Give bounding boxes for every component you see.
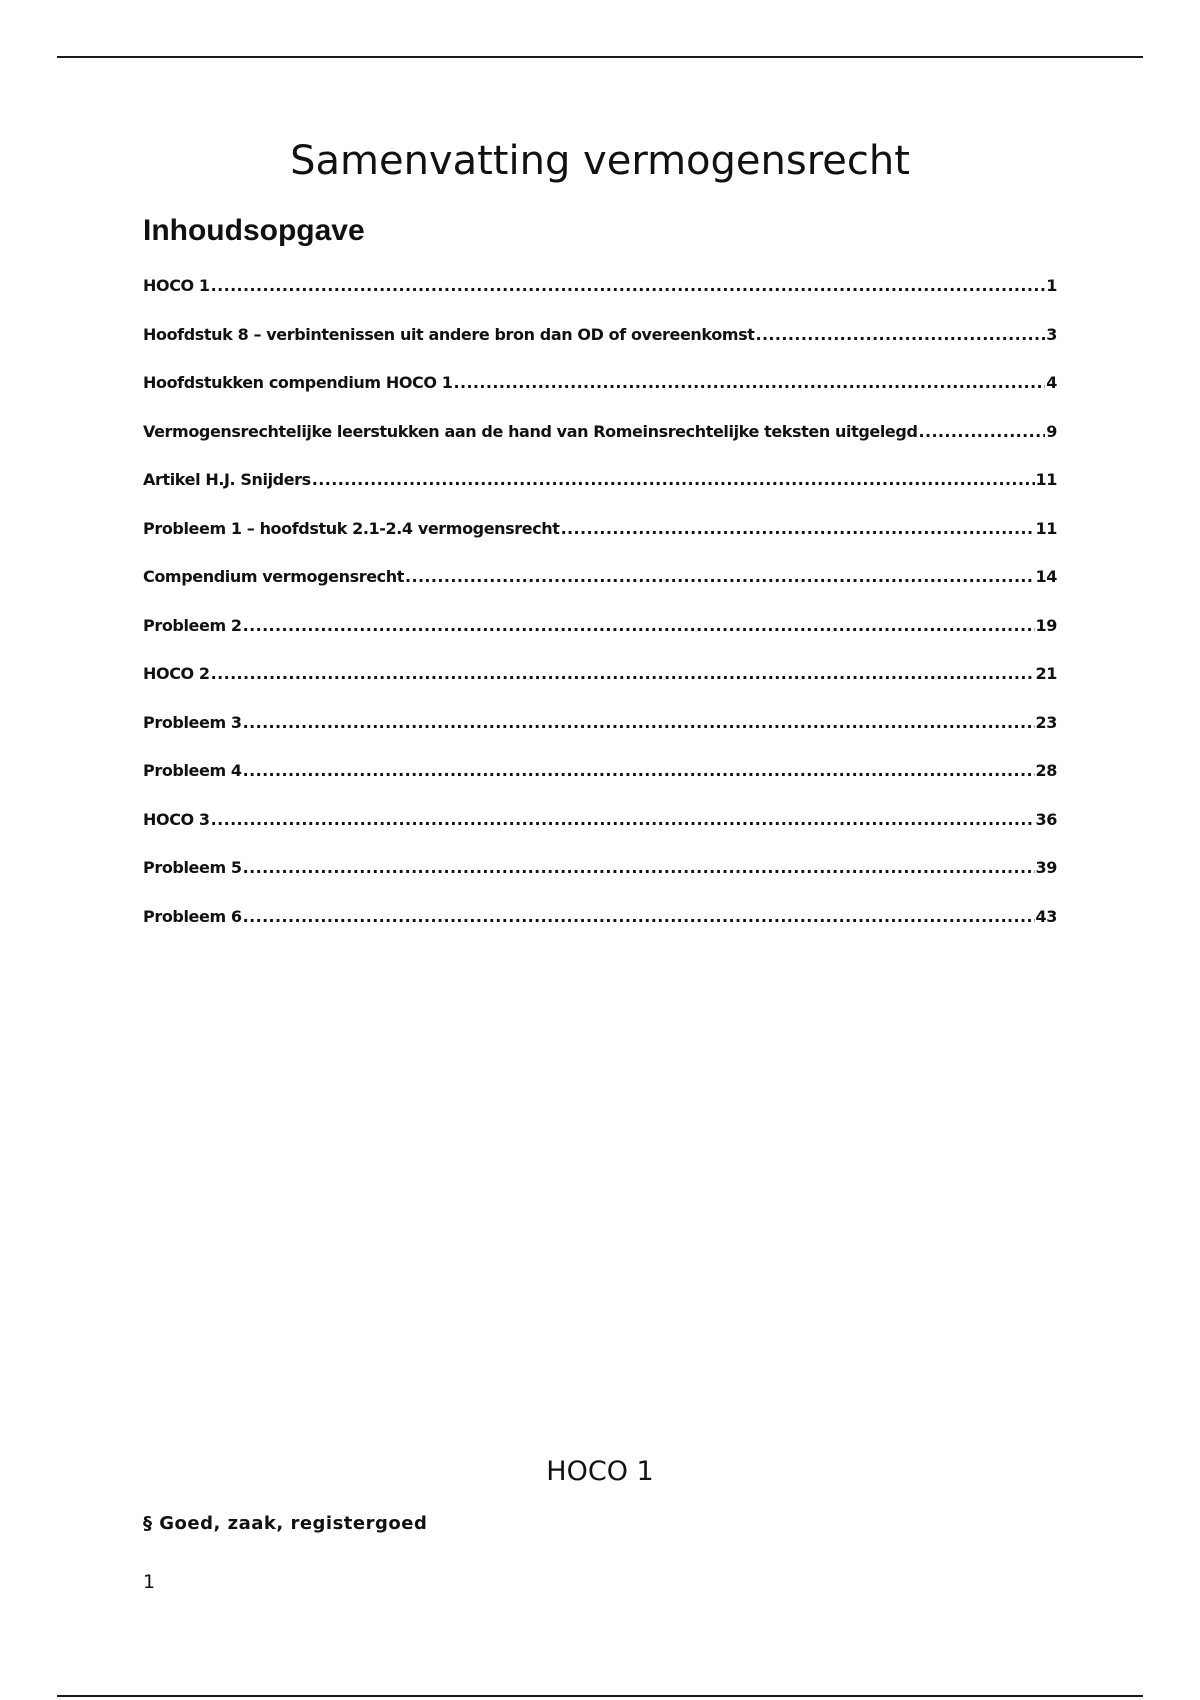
toc-entry-page: 39 xyxy=(1035,858,1057,877)
toc-entry-title: HOCO 3 xyxy=(143,809,210,829)
toc-leader-dots xyxy=(211,276,1046,295)
toc-entry[interactable] xyxy=(143,810,1057,859)
toc-leader-dots xyxy=(405,567,1035,586)
toc-entry-title: Artikel H.J. Snijders xyxy=(143,470,311,489)
toc-entry[interactable] xyxy=(143,325,1057,374)
toc-leader-dots xyxy=(243,616,1035,635)
toc-entry[interactable] xyxy=(143,858,1057,907)
header-rule xyxy=(57,56,1143,58)
section-heading: HOCO 1 xyxy=(546,1456,654,1487)
toc-entry-page: 36 xyxy=(1035,809,1057,829)
toc-leader-dots xyxy=(919,422,1046,441)
toc-entry[interactable] xyxy=(143,713,1057,762)
toc-entry[interactable] xyxy=(143,422,1057,471)
toc-entry[interactable] xyxy=(143,276,1057,325)
toc-entry[interactable] xyxy=(143,470,1057,519)
toc-entry-title: Probleem 2 xyxy=(143,615,242,635)
toc-entry-page: 19 xyxy=(1035,615,1057,635)
toc-leader-dots xyxy=(243,858,1035,877)
toc-leader-dots xyxy=(243,761,1035,780)
toc-leader-dots xyxy=(211,664,1035,683)
toc-entry[interactable] xyxy=(143,373,1057,422)
toc-entry[interactable] xyxy=(143,761,1057,810)
toc-leader-dots xyxy=(755,325,1045,344)
toc-entry[interactable] xyxy=(143,616,1057,665)
footer-rule xyxy=(57,1695,1143,1697)
subsection-heading: § Goed, zaak, registergoed xyxy=(143,1513,428,1534)
toc-leader-dots xyxy=(211,810,1035,829)
toc-entry-title: Probleem 3 xyxy=(143,712,242,732)
toc-entry-title: Probleem 4 xyxy=(143,761,242,780)
toc-entry-page: 3 xyxy=(1046,324,1057,344)
toc-entry-page: 43 xyxy=(1035,906,1057,926)
toc-entry[interactable] xyxy=(143,907,1057,956)
toc-entry-title: Probleem 5 xyxy=(143,858,242,877)
toc-entry[interactable] xyxy=(143,519,1057,568)
toc-entry-page: 11 xyxy=(1035,518,1057,538)
toc-entry-title: HOCO 1 xyxy=(143,276,210,295)
toc-heading: Inhoudsopgave xyxy=(143,214,365,247)
toc-entry-title: Compendium vermogensrecht xyxy=(143,567,404,586)
toc-entry-page: 1 xyxy=(1046,276,1057,295)
toc-entry-page: 28 xyxy=(1035,761,1057,780)
toc-entry-title: Vermogensrechtelijke leerstukken aan de hand van Romeinsrechtelijke teksten uitgelegd xyxy=(143,421,918,441)
toc-leader-dots xyxy=(243,713,1035,732)
toc-leader-dots xyxy=(243,907,1035,926)
toc-entry-page: 4 xyxy=(1046,373,1057,392)
toc-entry-title: Probleem 6 xyxy=(143,906,242,926)
toc-leader-dots xyxy=(453,373,1045,392)
toc-entry-page: 14 xyxy=(1035,567,1057,586)
toc-entry-title: HOCO 2 xyxy=(143,664,210,683)
toc-entry[interactable] xyxy=(143,664,1057,713)
toc-entry-title: Probleem 1 – hoofdstuk 2.1-2.4 vermogensrecht xyxy=(143,518,560,538)
toc-entry-page: 9 xyxy=(1046,421,1057,441)
toc-entry-page: 21 xyxy=(1035,664,1057,683)
toc-entry-title: Hoofdstuk 8 – verbintenissen uit andere bron dan OD of overeenkomst xyxy=(143,324,755,344)
toc-entry-page: 23 xyxy=(1035,712,1057,732)
document-title: Samenvatting vermogensrecht xyxy=(290,138,910,184)
toc-entry[interactable] xyxy=(143,567,1057,616)
toc-entry-page: 11 xyxy=(1035,470,1057,489)
table-of-contents xyxy=(143,276,1057,955)
toc-leader-dots xyxy=(561,519,1035,538)
page-number: 1 xyxy=(143,1571,156,1593)
toc-entry-title: Hoofdstukken compendium HOCO 1 xyxy=(143,373,453,392)
toc-leader-dots xyxy=(312,470,1035,489)
